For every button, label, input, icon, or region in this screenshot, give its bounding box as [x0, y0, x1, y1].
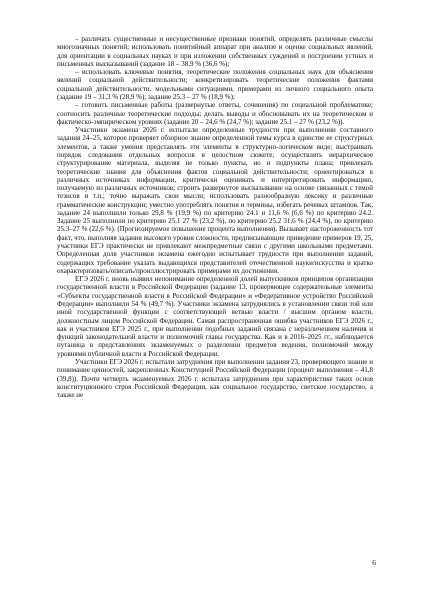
paragraph-task-24-25: Участники экзамена 2026 г. испытали определенные трудности при выполнении составного задания 24–25, которое проверяет обзорное знание определенной темы курса в единстве ее структурных элементов, а также умения представлять эти элементы в структурно-логическом виде; выстраивать порядок следования отдельных вопросов в целостном сюжете; осуществлять иерархическое структурирование материала, выделяя не только пункты, но и подпункты плана; привлекать теоретические знания для объяснения фактов социальной действительности; ориентироваться в различных источниках информации, критически оценивать и интерпретировать информацию, получаемую из различных источников; строить развернутое высказывание на основе связанных с темой тезисов и т.п.; точно выражать свои мысли; использовать разнообразную лексику и различные грамматические конструкции; уместно употреблять понятия и термины, избегать речевых штампов. Так, задание 24 выполнили только 29,8 % (19,9 %) по критерию 24.1 и 11,6 % (6,6 %) по критерию 24.2. Задание 25 выполнили по критерию 25.1 27 % (23,2 %), по критерию 25.2 31,6 % (24,4 %), по критерию 25.3–27 % (22,6 %). (Прогнозируемое повышение процента выполнения). Вызывает настороженность тот факт, что, выполняя задания высокого уровня сложности, предписывающие приведение примеров 19, 25, участники ЕГЭ практически не привлекают межпредметные связи с другими школьными предметами. Определенная доля участников экзамена ежегодно испытывает трудности при выполнении заданий, содержащих требование указать выдающихся представителей отечественной науки/искусства и кратко охарактеризовать/описать/проиллюстрировать примерами их достижения. [57, 126, 373, 275]
paragraph-skill-concepts: – различать существенные и несущественные признаки понятий, определять различные смыслы многозначных понятий; использовать понятийный аппарат при анализе и оценке социальных явлений, для ориентации в социальных науках и при изложении собственных суждений и построении устных и письменных высказываний (задание 18 – 38,9 % (36,6 %); [57, 35, 373, 68]
paragraph-task-13: ЕГЭ 2026 г. вновь выявил непонимание определенной долей выпускников принципов организации государственной власти в Российской Федерации (задание 13, проверяющее содержательные элементы «Субъекты государственной власти в Российской Федерации» и «Федеративное устройство Российской Федерации» выполнили 54 % (49,7 %). Участники экзамена затруднялись в установлении связи той или иной государственной функции с соответствующей ветвью власти / высшим органом власти, должностным лицом Российской Федерации. Самая распространенная ошибка участников ЕГЭ 2026 г., как и участников ЕГЭ 2025 г., при выполнении подобных заданий связана с неразличением наличия и функций законодательной власти и полномочий главы государства. Как и в 2016–2025 гг., наблюдается путаница в представлениях экзаменуемых о разделении предметов ведения, полномочий между уровнями публичной власти в Российской Федерации. [57, 275, 373, 358]
paragraph-task-23: Участники ЕГЭ 2026 г. испытали затруднения при выполнении задания 23, проверяющего знание и понимание ценностей, закрепленных Конституцией Российской Федерации (процент выполнения – 41,8 (39,8)). Почти четверть экзаменуемых 2026 г. испытала затруднения при характеристике таких основ конституционного строя Российской Федерации, как социальное государство, светское государство, а также не [57, 357, 373, 400]
paragraph-skill-written-work: – готовить письменные работы (развернутые ответы, сочинения) по социальной проблематике; соотносить различные теоретические подходы; делать выводы и обосновывать их на теоретическом и фактическо-эмпирическом уровнях (задание 20 – 24,6 % (24,7 %); задание 25.1 – 27 % (23,2 %)). [57, 101, 373, 126]
paragraph-skill-key-concepts: – использовать ключевые понятия, теоретические положения социальных наук для объяснения явлений социальной действительности; конкретизировать теоретические положения фактами социальной действительности, модельными ситуациями, примерами из личного социального опыта (задание 19 – 31,3 % (28,9 %); задание 25.3 – 27 % (18,9 %); [57, 68, 373, 101]
page-number: 6 [372, 558, 376, 567]
document-body [57, 35, 373, 399]
